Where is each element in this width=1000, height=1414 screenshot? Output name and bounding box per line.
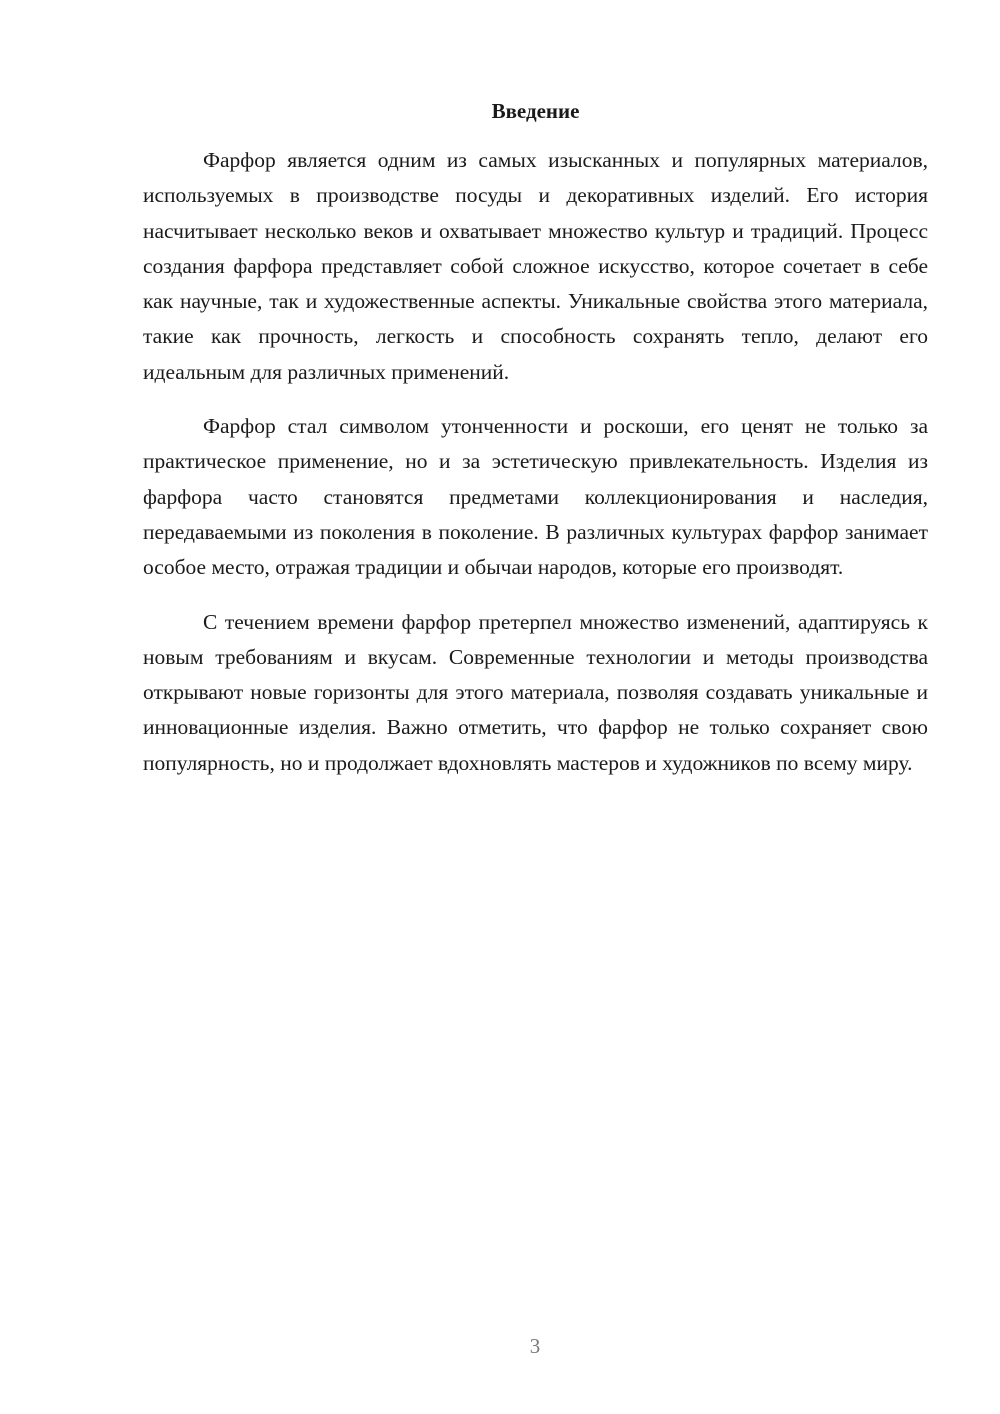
paragraph-1: Фарфор является одним из самых изысканных и популярных материалов, используемых в производстве посуды и декоративных изделий. Его история насчитывает несколько веков и охватывает множество культур и традиций. Процесс создания фарфора представляет собой сложное искусство, которое сочетает в себе как научные, так и художественные аспекты. Уникальные свойства этого материала, такие как прочность, легкость и способность сохранять тепло, делают его идеальным для различных применений. (143, 148, 928, 384)
body-text (143, 143, 928, 781)
section-title: Введение (491, 99, 580, 123)
paragraph-2: Фарфор стал символом утонченности и роскоши, его ценят не только за практическое применение, но и за эстетическую привлекательность. Изделия из фарфора часто становятся предметами коллекционирования и наследия, передаваемыми из поколения в поколение. В различных культурах фарфор занимает особое место, отражая традиции и обычаи народов, которые его производят. (143, 414, 928, 580)
page-number: 3 (529, 1334, 541, 1358)
paragraph-3: С течением времени фарфор претерпел множество изменений, адаптируясь к новым требованиям и вкусам. Современные технологии и методы производства открывают новые горизонты для этого материала, позволяя создавать уникальные и инновационные изделия. Важно отметить, что фарфор не только сохраняет свою популярность, но и продолжает вдохновлять мастеров и художников по всему миру. (143, 609, 928, 775)
